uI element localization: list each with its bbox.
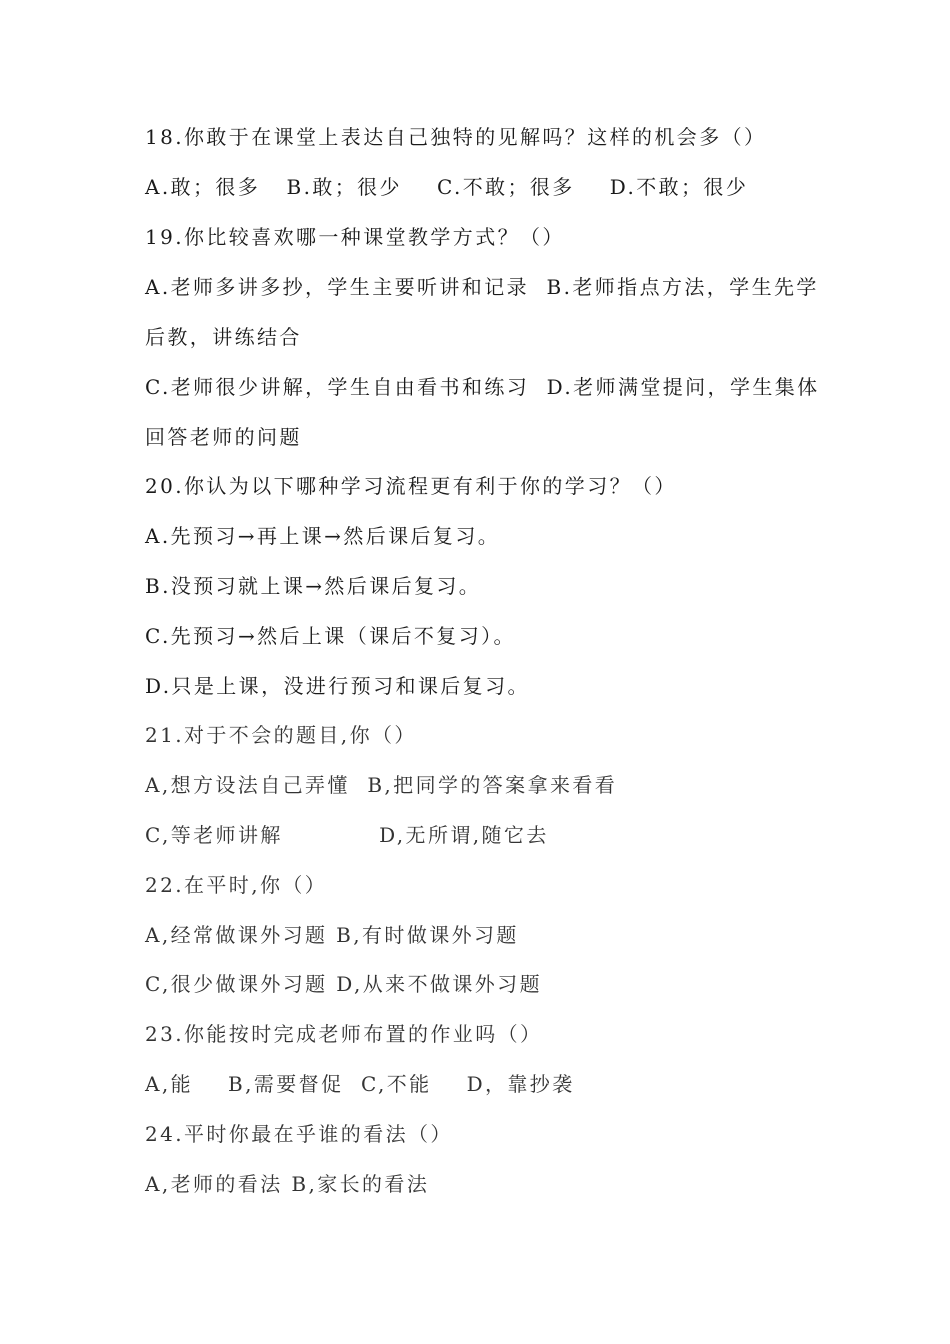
question-23: 23.你能按时完成老师布置的作业吗（） [145, 1022, 543, 1046]
question-24: 24.平时你最在乎谁的看法（） [145, 1122, 453, 1146]
question-19-options-ab-cont: 后教，讲练结合 [145, 325, 302, 349]
question-22-options-ab: A,经常做课外习题 B,有时做课外习题 [145, 923, 519, 947]
question-20-option-a: A.先预习→再上课→然后课后复习。 [145, 524, 501, 548]
question-20: 20.你认为以下哪种学习流程更有利于你的学习？（） [145, 474, 677, 498]
question-21-options-cd: C,等老师讲解 D,无所谓,随它去 [145, 823, 549, 847]
question-19-options-cd-cont: 回答老师的问题 [145, 425, 302, 449]
question-20-option-d: D.只是上课，没进行预习和课后复习。 [145, 674, 530, 698]
question-23-options: A,能 B,需要督促 C,不能 D，靠抄袭 [145, 1072, 575, 1096]
question-20-option-c: C.先预习→然后上课（课后不复习）。 [145, 624, 516, 648]
question-18-options: A.敢；很多 B.敢；很少 C.不敢；很多 D.不敢；很少 [145, 175, 749, 199]
question-20-option-b: B.没预习就上课→然后课后复习。 [145, 574, 482, 598]
question-19-options-ab: A.老师多讲多抄，学生主要听讲和记录 B.老师指点方法，学生先学 [145, 275, 819, 299]
question-18: 18.你敢于在课堂上表达自己独特的见解吗？这样的机会多（） [145, 125, 767, 149]
question-21-options-ab: A,想方设法自己弄懂 B,把同学的答案拿来看看 [145, 773, 618, 797]
question-21: 21.对于不会的题目,你（） [145, 723, 417, 747]
question-24-options: A,老师的看法 B,家长的看法 [145, 1172, 430, 1196]
question-19-options-cd: C.老师很少讲解，学生自由看书和练习 D.老师满堂提问，学生集体 [145, 375, 820, 399]
question-19: 19.你比较喜欢哪一种课堂教学方式？（） [145, 225, 565, 249]
question-22-options-cd: C,很少做课外习题 D,从来不做课外习题 [145, 972, 542, 996]
question-22: 22.在平时,你（） [145, 873, 328, 897]
